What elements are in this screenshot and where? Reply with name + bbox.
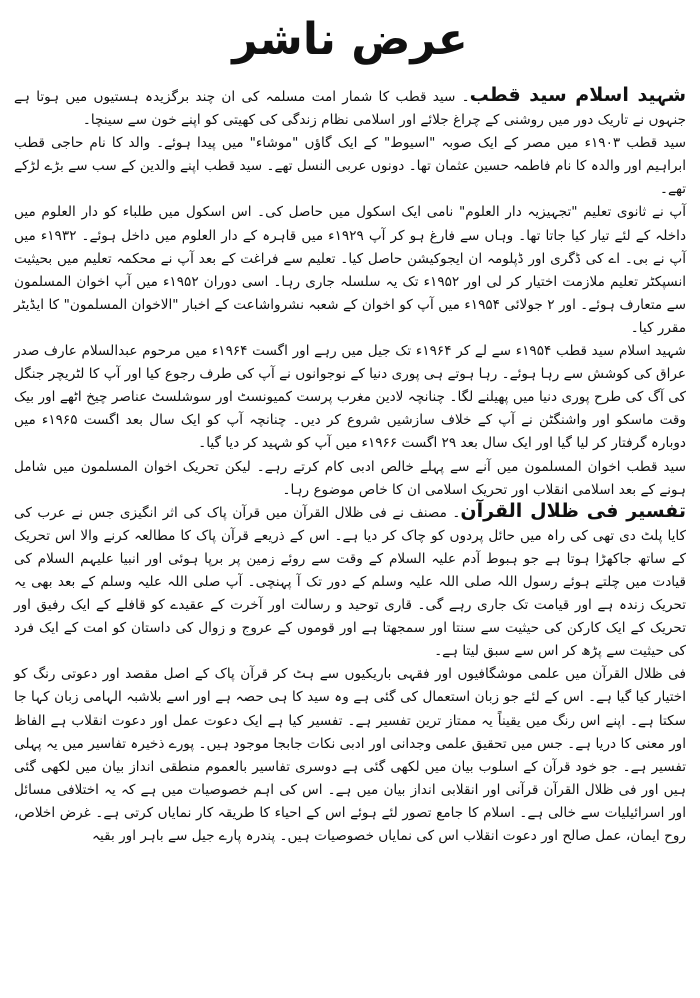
paragraph-literary-work bbox=[14, 456, 686, 502]
paragraph-fi-zilal bbox=[14, 663, 686, 848]
paragraph-text: سید قطب اخوان المسلمون میں آنے سے پہلے خالص ادبی کام کرتے رہے۔ لیکن تحریک اخوان المسلمون میں شامل ہونے کے بعد اسلامی انقلاب اور تحریک اسلامی ان کا خاص موضوع رہا۔ bbox=[14, 458, 686, 498]
paragraph-text: آپ نے ثانوی تعلیم "تجہیزیہ دار العلوم" نامی ایک اسکول میں حاصل کی۔ اس اسکول میں طلباء کو دار العلوم میں داخلہ کے لئے تیار کیا جاتا تھا۔ وہاں سے فارغ ہو کر آپ ۱۹۲۹ء میں قاہرہ کے دار العلوم میں داخل ہوئے۔ ۱۹۳۲ء میں آپ نے بی۔ اے کی ڈگری اور ڈپلومہ ان ایجوکیشن حاصل کیا۔ تعلیم سے فراغت کے بعد آپ نے محکمہ تعلیم میں بحیثیت انسپکٹر تعلیم ملازمت اختیار کر لی اور ۱۹۵۲ء تک یہ سلسلہ جاری رہا۔ اسی دوران ۱۹۵۲ء میں آپ اخوان المسلمون سے متعارف ہوئے۔ اور ۲ جولائی ۱۹۵۴ء میں آپ کو اخوان کے شعبہ نشرواشاعت کے اخبار "الاخوان المسلمون" کا ایڈیٹر مقرر کیا۔ bbox=[14, 204, 686, 336]
section-heading-tafseer: تفسیر فی ظلال القرآن bbox=[460, 499, 686, 522]
page-title: عرض ناشر bbox=[232, 14, 468, 65]
paragraph-imprisonment bbox=[14, 340, 686, 455]
paragraph-birth bbox=[14, 132, 686, 201]
paragraph-text: شہید اسلام سید قطب ۱۹۵۴ء سے لے کر ۱۹۶۴ء تک جیل میں رہے اور اگست ۱۹۶۴ء میں مرحوم عبدالسلام عارف صدر عراق کی کوشش سے رہا ہوئے۔ رہا ہوتے ہی پوری دنیا کے نوجوانوں نے آپ کی طرف رجوع کیا اور آپ کا لٹریچر جنگل کی آگ کی طرح پوری دنیا میں پھیلنے لگا۔ چنانچہ لادین مغرب پرست کمیونسٹ اور سوشلسٹ عناصر چیخ اٹھے اور بیک وقت ماسکو اور واشنگٹن نے آپ کے خلاف سازشیں شروع کر دیں۔ چنانچہ آپ کو ایک سال بعد اگست ۱۹۶۵ء میں دوبارہ گرفتار کر لیا گیا اور ایک سال بعد ۲۹ اگست ۱۹۶۶ء میں آپ کو شہید کر دیا گیا۔ bbox=[14, 343, 686, 452]
paragraph-text: فی ظلال القرآن میں علمی موشگافیوں اور فقہی باریکیوں سے ہٹ کر قرآن پاک کے اصل مقصد اور دعوتی رنگ کو اختیار کیا گیا ہے۔ اس کے لئے جو زبان استعمال کی گئی ہے وہ سید کا ہی حصہ ہے اور اسے بلاشبہ الہامی زبان کہا جا سکتا ہے۔ اپنے اس رنگ میں یقیناً یہ ممتاز ترین تفسیر ہے۔ تفسیر کیا ہے ایک دعوت عمل اور دعوت انقلاب ہے الفاظ اور معنی کا دریا ہے۔ جس میں تحقیق علمی وجدانی اور ادبی نکات جابجا موجود ہیں۔ پورے ذخیرہ تفاسیر میں یہ پہلی تفسیر ہے۔ جو خود قرآن کے اسلوب بیان میں لکھی گئی ہے دوسری تفاسیر بالعموم منطقی انداز بیان میں لکھی گئی ہیں اور فی ظلال القرآن قرآنی اور انقلابی انداز بیان میں ہے۔ اس کی اہم خصوصیات میں ہے کہ یہ اختلافی مسائل اور اسرائیلیات سے خالی ہے۔ اسلام کا جامع تصور لئے ہوئے اس کے احیاء کا طریقہ کار نمایاں کرتی ہے۔ غرض اخلاص، روح ایمان، عمل صالح اور دعوت انقلاب اس کی نمایاں خصوصیات ہیں۔ پندرہ پارے جیل سے باہر اور بقیہ bbox=[14, 666, 686, 844]
paragraph-text: ۔ سید قطب کا شمار امت مسلمہ کی ان چند برگزیدہ ہستیوں میں ہوتا ہے جنہوں نے تاریک دور میں روشنی کے چراغ جلائے اور اسلامی نظام زندگی کی کھیتی کو اپنے خون سے سینچا۔ bbox=[14, 89, 686, 129]
paragraph-text: ۔ مصنف نے فی ظلال القرآن میں قرآن پاک کی اثر انگیزی جس نے عرب کی کایا پلٹ دی تھی کی راہ میں حائل پردوں کو چاک کر دیا ہے۔ اس کے ذریعے قرآن پاک کا مطالعہ کرنے والا اس تحریک کے ساتھ جاکھڑا ہوتا ہے جو ہبوط آدم علیہ السلام کے وقت سے روئے زمین پر برپا ہوئی اور انبیا علیہم السلام کی قیادت میں چلتے ہوئے رسول اللہ صلی اللہ علیہ وسلم کے دور تک آ پہنچی۔ آپ صلی اللہ علیہ وسلم کے بعد بھی یہ تحریک زندہ ہے اور قیامت تک جاری رہے گی۔ قاری توحید و رسالت اور آخرت کے عقیدے کو قافلے کے ایک رفیق اور تحریک کے ایک کارکن کی حیثیت سے سنتا اور سمجھتا ہے اور قوموں کے عروج و زوال کی داستان کو امت کے ایک فرد کی حیثیت سے پڑھ کر اس سے سبق لیتا ہے۔ bbox=[14, 504, 686, 660]
section-heading-shaheed-islam: شہید اسلام سید قطب bbox=[469, 84, 686, 106]
paragraph-intro bbox=[14, 86, 686, 132]
paragraph-education bbox=[14, 201, 686, 340]
article-body bbox=[14, 86, 686, 848]
paragraph-text: سید قطب ۱۹۰۳ء میں مصر کے ایک صوبہ "اسیوط" کے ایک گاؤں "موشاء" میں پیدا ہوئے۔ والد کا نام حاجی قطب ابراہیم اور والدہ کا نام فاطمہ حسین عثمان تھا۔ دونوں عربی النسل تھے۔ سید قطب اپنے والدین کے سب سے بڑے لڑکے تھے۔ bbox=[14, 135, 686, 198]
paragraph-tafseer bbox=[14, 499, 686, 664]
